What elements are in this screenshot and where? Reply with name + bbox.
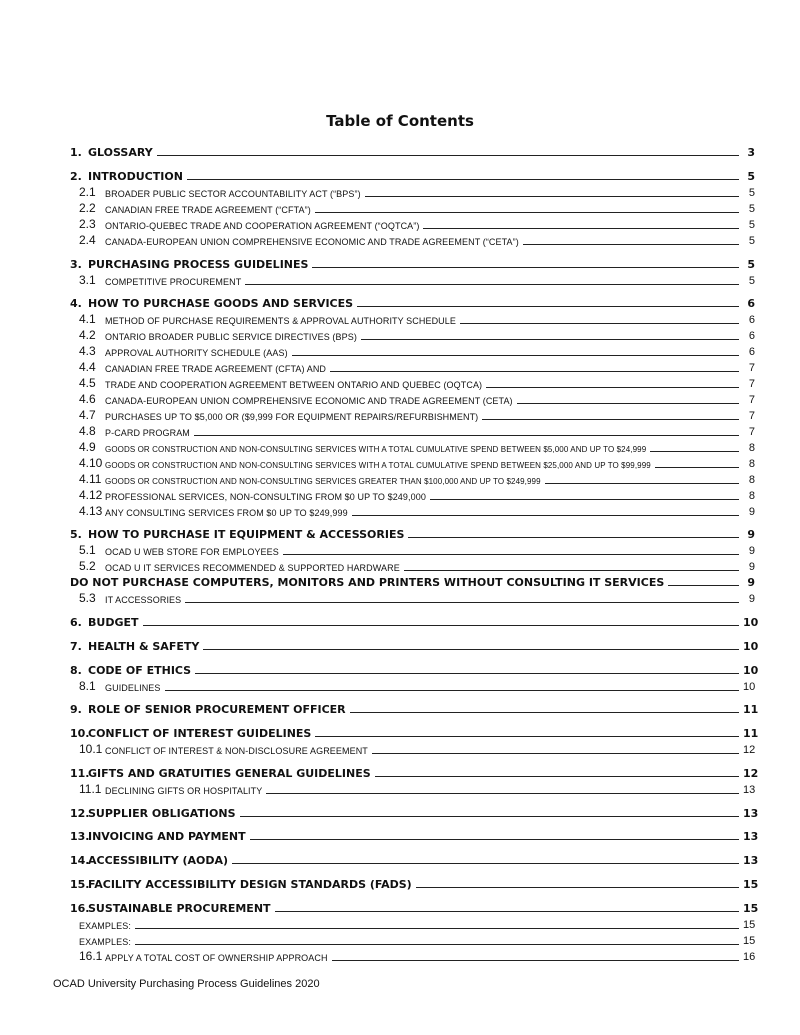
- toc-leader-line: [408, 537, 739, 538]
- toc-page-number: 8: [748, 458, 755, 470]
- toc-entry-label: INTRODUCTION: [88, 170, 183, 183]
- toc-leader-line: [292, 355, 739, 356]
- toc-entry[interactable]: [79, 199, 755, 215]
- toc-entry-label: ANY CONSULTING SERVICES FROM $0 UP TO $249,999: [105, 508, 348, 518]
- toc-entry-label: CANADA-EUROPEAN UNION COMPREHENSIVE ECONOMIC AND TRADE AGREEMENT (CETA): [105, 396, 513, 406]
- toc-leader-line: [486, 387, 739, 388]
- toc-leader-line: [187, 179, 739, 180]
- toc-leader-line: [135, 944, 739, 945]
- toc-entry-number: 11.1: [79, 782, 102, 796]
- toc-leader-line: [668, 585, 739, 586]
- toc-page-number: 10: [743, 664, 759, 677]
- toc-page-number: 8: [748, 442, 755, 454]
- toc-entry-label: BUDGET: [88, 616, 139, 629]
- toc-leader-line: [650, 451, 739, 452]
- toc-page-number: 5: [748, 275, 755, 287]
- toc-entry[interactable]: [79, 390, 755, 406]
- toc-entry[interactable]: [79, 406, 755, 422]
- toc-page-number: 15: [743, 902, 759, 915]
- toc-entry-number: 7.: [70, 640, 82, 653]
- toc-entry[interactable]: [70, 700, 759, 716]
- toc-entry-label: HOW TO PURCHASE GOODS AND SERVICES: [88, 297, 354, 310]
- toc-entry-number: 12.: [70, 807, 90, 820]
- toc-entry-number: 4.11: [79, 472, 102, 486]
- toc-leader-line: [250, 839, 739, 840]
- toc-entry-number: 8.: [70, 664, 82, 677]
- toc-entry[interactable]: [79, 915, 755, 931]
- toc-entry[interactable]: [79, 310, 755, 326]
- toc-entry-number: 2.3: [79, 217, 96, 231]
- toc-entry[interactable]: [70, 827, 759, 843]
- toc-entry[interactable]: [79, 374, 755, 390]
- toc-entry-label: GOODS OR CONSTRUCTION AND NON-CONSULTING SERVICES GREATER THAN $100,000 AND UP TO $249,999: [105, 477, 541, 486]
- toc-entry-number: 8.1: [79, 679, 96, 693]
- toc-leader-line: [517, 403, 739, 404]
- toc-page-number: 13: [743, 854, 759, 867]
- toc-entry-number: 4.4: [79, 360, 96, 374]
- toc-leader-line: [245, 284, 739, 285]
- toc-page-number: 11: [743, 727, 759, 740]
- toc-entry[interactable]: [79, 438, 755, 454]
- toc-page-number: 5: [747, 258, 755, 271]
- toc-leader-line: [365, 196, 739, 197]
- toc-entry-label: ROLE OF SENIOR PROCUREMENT OFFICER: [88, 703, 346, 716]
- toc-entry-label: INVOICING AND PAYMENT: [88, 830, 246, 843]
- toc-entry[interactable]: [79, 183, 755, 199]
- toc-page-number: 7: [748, 426, 755, 438]
- toc-leader-line: [375, 776, 739, 777]
- toc-leader-line: [283, 554, 739, 555]
- toc-page-number: 6: [747, 297, 755, 310]
- toc-leader-line: [350, 712, 739, 713]
- toc-entry[interactable]: [79, 541, 755, 557]
- toc-leader-line: [165, 690, 739, 691]
- toc-entry-label: SUPPLIER OBLIGATIONS: [88, 807, 236, 820]
- toc-entry-label: METHOD OF PURCHASE REQUIREMENTS & APPROVAL AUTHORITY SCHEDULE: [105, 316, 456, 326]
- toc-leader-line: [655, 467, 739, 468]
- toc-entry-label: SUSTAINABLE PROCUREMENT: [88, 902, 271, 915]
- toc-leader-line: [523, 244, 739, 245]
- toc-entry-number: 13.: [70, 830, 90, 843]
- toc-entry[interactable]: [70, 637, 759, 653]
- toc-entry-number: 4.2: [79, 328, 96, 342]
- toc-leader-line: [232, 863, 739, 864]
- toc-entry-number: 4.9: [79, 440, 96, 454]
- toc-entry[interactable]: [79, 589, 755, 605]
- toc-page-number: 5: [748, 235, 755, 247]
- toc-entry-number: 10.: [70, 727, 90, 740]
- toc-page-number: 13: [743, 830, 759, 843]
- toc-entry-number: 2.1: [79, 185, 96, 199]
- toc-entry[interactable]: [70, 851, 759, 867]
- toc-leader-line: [194, 435, 739, 436]
- toc-entry-label: APPROVAL AUTHORITY SCHEDULE (AAS): [105, 348, 288, 358]
- toc-page-number: 12: [743, 767, 759, 780]
- toc-leader-line: [185, 602, 739, 603]
- toc-leader-line: [203, 649, 739, 650]
- toc-leader-line: [315, 212, 739, 213]
- toc-entry-label: P-CARD PROGRAM: [105, 428, 190, 438]
- toc-page-number: 9: [748, 561, 755, 573]
- toc-entry[interactable]: [70, 875, 759, 891]
- toc-page-number: 15: [743, 919, 756, 931]
- toc-entry-label: GOODS OR CONSTRUCTION AND NON-CONSULTING SERVICES WITH A TOTAL CUMULATIVE SPEND BETWEEN $5,000 AND UP TO $24,999: [105, 445, 647, 454]
- toc-entry[interactable]: [70, 143, 755, 159]
- toc-entry-label: FACILITY ACCESSIBILITY DESIGN STANDARDS (FADS): [88, 878, 412, 891]
- toc-entry-number: 4.8: [79, 424, 96, 438]
- toc-page-number: 9: [747, 576, 755, 589]
- toc-leader-line: [352, 515, 739, 516]
- toc-entry-label: BROADER PUBLIC SECTOR ACCOUNTABILITY ACT (“BPS”): [105, 189, 361, 199]
- toc-page-number: 10: [743, 681, 756, 693]
- toc-entry-number: 5.1: [79, 543, 96, 557]
- toc-entry[interactable]: [79, 454, 755, 470]
- toc-page-number: 7: [748, 410, 755, 422]
- toc-entry-label: APPLY A TOTAL COST OF OWNERSHIP APPROACH: [105, 953, 328, 963]
- toc-entry-number: 5.3: [79, 591, 96, 605]
- toc-page-number: 9: [748, 506, 755, 518]
- toc-entry-number: 4.7: [79, 408, 96, 422]
- toc-entry[interactable]: [70, 255, 755, 271]
- toc-page-number: 7: [748, 378, 755, 390]
- toc-entry-number: 4.3: [79, 344, 96, 358]
- toc-entry-label: HOW TO PURCHASE IT EQUIPMENT & ACCESSORIES: [88, 528, 405, 541]
- toc-entry-number: 4.1: [79, 312, 96, 326]
- toc-entry[interactable]: [79, 557, 755, 573]
- toc-entry-label: PURCHASES UP TO $5,000 OR ($9,999 FOR EQUIPMENT REPAIRS/REFURBISHMENT): [105, 412, 479, 422]
- toc-page-number: 11: [743, 703, 759, 716]
- toc-page-number: 5: [748, 219, 755, 231]
- toc-entry[interactable]: [79, 271, 755, 287]
- toc-entry-label: PURCHASING PROCESS GUIDELINES: [88, 258, 309, 271]
- toc-page-number: 13: [743, 784, 756, 796]
- toc-entry-label: ACCESSIBILITY (AODA): [88, 854, 229, 867]
- toc-leader-line: [157, 155, 739, 156]
- toc-entry-number: 4.: [70, 297, 82, 310]
- toc-entry-label: IT ACCESSORIES: [105, 595, 182, 605]
- toc-page-number: 8: [748, 490, 755, 502]
- toc-entry-label: OCAD U WEB STORE FOR EMPLOYEES: [105, 547, 279, 557]
- toc-leader-line: [332, 960, 739, 961]
- toc-leader-line: [404, 570, 739, 571]
- toc-entry-label: ONTARIO-QUEBEC TRADE AND COOPERATION AGREEMENT (“OQTCA”): [105, 221, 420, 231]
- page-footer: OCAD University Purchasing Process Guidelines 2020: [53, 978, 320, 990]
- toc-entry-label: HEALTH & SAFETY: [88, 640, 200, 653]
- toc-entry-label: DO NOT PURCHASE COMPUTERS, MONITORS AND PRINTERS WITHOUT CONSULTING IT SERVICES: [70, 576, 665, 589]
- toc-entry-number: 3.1: [79, 273, 96, 287]
- toc-entry-number: 5.: [70, 528, 82, 541]
- toc-entry[interactable]: [79, 486, 755, 502]
- toc-entry-label: GOODS OR CONSTRUCTION AND NON-CONSULTING SERVICES WITH A TOTAL CUMULATIVE SPEND BETWEEN $25,000 AND UP TO $99,999: [105, 461, 651, 470]
- toc-entry[interactable]: [79, 677, 755, 693]
- toc-entry-label: ONTARIO BROADER PUBLIC SERVICE DIRECTIVES (BPS): [105, 332, 357, 342]
- toc-page-number: 10: [743, 640, 759, 653]
- toc-entry[interactable]: [79, 470, 755, 486]
- toc-entry-number: 15.: [70, 878, 90, 891]
- toc-entry-number: 14.: [70, 854, 90, 867]
- toc-page-number: 3: [747, 146, 755, 159]
- toc-entry-label: EXAMPLES:: [79, 921, 131, 931]
- toc-entry-number: 2.2: [79, 201, 96, 215]
- toc-entry-number: 4.13: [79, 504, 103, 518]
- toc-entry-number: 4.6: [79, 392, 96, 406]
- toc-page-number: 10: [743, 616, 759, 629]
- toc-leader-line: [135, 928, 739, 929]
- toc-entry-label: EXAMPLES:: [79, 937, 131, 947]
- toc-leader-line: [416, 887, 739, 888]
- toc-entry[interactable]: [79, 931, 755, 947]
- toc-page-number: 6: [748, 346, 755, 358]
- toc-entry[interactable]: [70, 525, 755, 541]
- toc-entry-label: CANADIAN FREE TRADE AGREEMENT (“CFTA”): [105, 205, 311, 215]
- toc-leader-line: [545, 483, 739, 484]
- toc-entry[interactable]: [79, 502, 755, 518]
- toc-entry-label: TRADE AND COOPERATION AGREEMENT BETWEEN ONTARIO AND QUEBEC (OQTCA): [105, 380, 483, 390]
- toc-leader-line: [330, 371, 739, 372]
- toc-entry[interactable]: [79, 780, 755, 796]
- toc-entry-number: 5.2: [79, 559, 96, 573]
- toc-leader-line: [240, 816, 740, 817]
- toc-entry-number: 4.12: [79, 488, 103, 502]
- toc-entry[interactable]: [70, 294, 755, 310]
- toc-page-number: 8: [748, 474, 755, 486]
- toc-entry[interactable]: [79, 231, 755, 247]
- toc-entry-label: PROFESSIONAL SERVICES, NON-CONSULTING FROM $0 UP TO $249,000: [105, 492, 426, 502]
- toc-entry-number: 4.5: [79, 376, 96, 390]
- toc-entry-number: 11.: [70, 767, 90, 780]
- toc-leader-line: [195, 673, 739, 674]
- toc-entry-label: DECLINING GIFTS OR HOSPITALITY: [105, 786, 263, 796]
- toc-entry-label: CONFLICT OF INTEREST & NON-DISCLOSURE AGREEMENT: [105, 746, 368, 756]
- toc-entry[interactable]: [70, 899, 759, 915]
- toc-entry[interactable]: [70, 764, 759, 780]
- toc-entry[interactable]: [79, 215, 755, 231]
- toc-page-number: 7: [748, 394, 755, 406]
- toc-entry[interactable]: [70, 167, 755, 183]
- toc-entry-label: CODE OF ETHICS: [88, 664, 192, 677]
- toc-page-number: 16: [743, 951, 756, 963]
- toc-entry-number: 2.: [70, 170, 82, 183]
- toc-entry-number: 2.4: [79, 233, 96, 247]
- toc-entry-number: 3.: [70, 258, 82, 271]
- toc-leader-line: [275, 911, 739, 912]
- toc-entry-number: 6.: [70, 616, 82, 629]
- toc-leader-line: [482, 419, 739, 420]
- toc-entry-number: 10.1: [79, 742, 103, 756]
- toc-page-number: 6: [748, 314, 755, 326]
- toc-page-number: 12: [743, 744, 756, 756]
- toc-entry[interactable]: [79, 342, 755, 358]
- toc-entry[interactable]: [79, 326, 755, 342]
- toc-leader-line: [430, 499, 739, 500]
- toc-entry[interactable]: [79, 358, 755, 374]
- toc-entry[interactable]: [70, 661, 759, 677]
- toc-entry-number: 16.1: [79, 949, 103, 963]
- toc-page-number: 5: [747, 170, 755, 183]
- toc-leader-line: [143, 625, 740, 626]
- toc-entry-number: 9.: [70, 703, 82, 716]
- toc-page-number: 7: [748, 362, 755, 374]
- toc-page-number: 5: [748, 203, 755, 215]
- toc-leader-line: [460, 323, 739, 324]
- toc-entry[interactable]: [70, 724, 759, 740]
- toc-entry-label: CONFLICT OF INTEREST GUIDELINES: [88, 727, 312, 740]
- toc-entry-number: 4.10: [79, 456, 103, 470]
- toc-leader-line: [312, 267, 739, 268]
- toc-entry-number: 16.: [70, 902, 90, 915]
- toc-entry-label: COMPETITIVE PROCUREMENT: [105, 277, 242, 287]
- toc-title: Table of Contents: [326, 112, 474, 130]
- toc-page-number: 9: [748, 545, 755, 557]
- toc-page-number: 5: [748, 187, 755, 199]
- toc-entry[interactable]: [70, 804, 759, 820]
- toc-page-number: 9: [748, 593, 755, 605]
- toc-page-number: 6: [748, 330, 755, 342]
- toc-leader-line: [423, 228, 739, 229]
- toc-entry-label: OCAD U IT SERVICES RECOMMENDED & SUPPORTED HARDWARE: [105, 563, 400, 573]
- toc-entry[interactable]: [70, 613, 759, 629]
- toc-page-number: 13: [743, 807, 759, 820]
- toc-page-number: 15: [743, 878, 759, 891]
- toc-entry[interactable]: [79, 740, 755, 756]
- toc-entry-label: GIFTS AND GRATUITIES GENERAL GUIDELINES: [88, 767, 371, 780]
- toc-entry[interactable]: [79, 422, 755, 438]
- toc-entry[interactable]: [79, 947, 755, 963]
- toc-leader-line: [361, 339, 739, 340]
- toc-page-number: 9: [747, 528, 755, 541]
- toc-entry[interactable]: [70, 573, 755, 589]
- toc-entry-number: 1.: [70, 146, 82, 159]
- toc-leader-line: [315, 736, 739, 737]
- toc-entry-label: GLOSSARY: [88, 146, 153, 159]
- toc-entry-label: GUIDELINES: [105, 683, 161, 693]
- toc-entry-label: CANADIAN FREE TRADE AGREEMENT (CFTA) AND: [105, 364, 327, 374]
- toc-leader-line: [266, 793, 739, 794]
- toc-leader-line: [357, 306, 739, 307]
- toc-page-number: 15: [743, 935, 756, 947]
- toc-entry-label: CANADA-EUROPEAN UNION COMPREHENSIVE ECONOMIC AND TRADE AGREEMENT (“CETA”): [105, 237, 519, 247]
- toc-leader-line: [372, 753, 739, 754]
